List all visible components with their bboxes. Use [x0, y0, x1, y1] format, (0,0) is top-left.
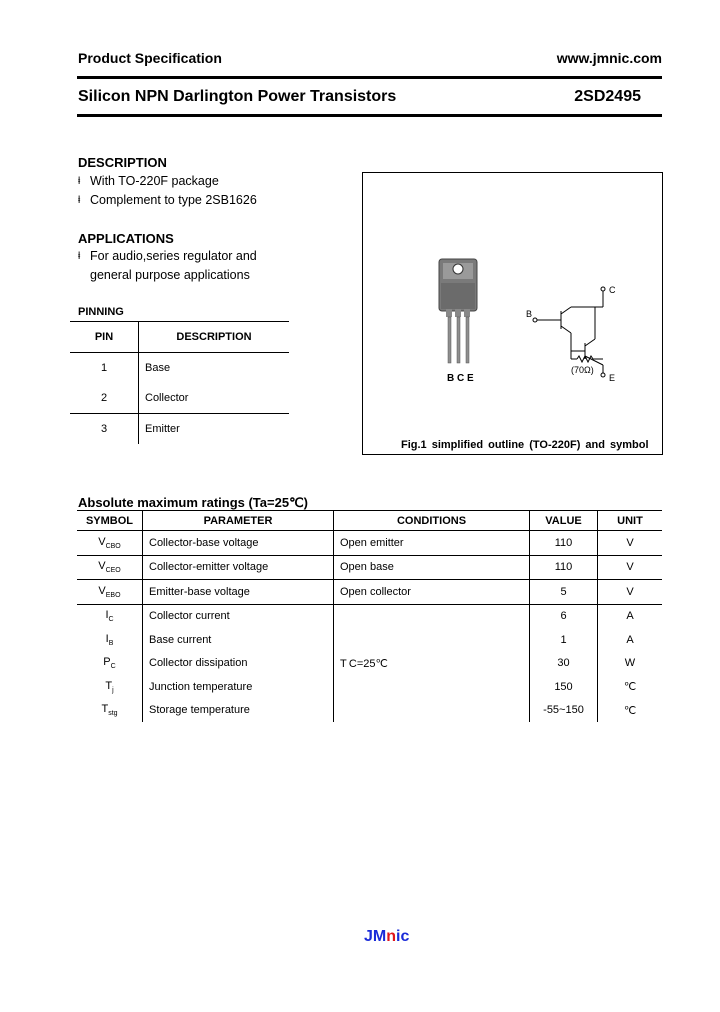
bullet-icon: ⱡ — [78, 176, 81, 187]
applications-heading: APPLICATIONS — [78, 231, 174, 246]
description-item — [78, 174, 219, 188]
pin-desc: Base — [145, 362, 171, 374]
value-cell: 110 — [530, 555, 598, 580]
table-row — [70, 383, 289, 414]
header-left: Product Specification — [78, 50, 222, 66]
symbol-subscript: CBO — [105, 542, 121, 550]
table-row — [77, 675, 662, 699]
unit-cell: V — [598, 531, 663, 556]
unit-cell: V — [598, 580, 663, 605]
symbol-subscript: j — [112, 686, 114, 694]
footer-logo-ic: ic — [396, 928, 410, 945]
symbol-cell — [77, 531, 143, 556]
value-cell: -55~150 — [530, 699, 598, 723]
table-row — [70, 414, 289, 445]
value-cell: 30 — [530, 652, 598, 676]
table-row — [77, 580, 662, 605]
parameter-cell: Emitter-base voltage — [143, 580, 334, 605]
value-cell: 6 — [530, 604, 598, 628]
parameter-cell: Base current — [143, 628, 334, 652]
symbol-cell — [77, 555, 143, 580]
title-rule — [77, 114, 662, 117]
header-url[interactable]: www.jmnic.com — [556, 50, 662, 66]
symbol-letter: V — [98, 560, 106, 573]
parameter-cell: Storage temperature — [143, 699, 334, 723]
symbol-cell — [77, 699, 143, 723]
bullet-icon: ⱡ — [78, 195, 81, 206]
conditions-cell — [334, 699, 530, 723]
top-rule — [77, 76, 662, 79]
parameter-col-header: PARAMETER — [143, 511, 334, 531]
symbol-letter: V — [98, 584, 106, 597]
pin-desc: Emitter — [145, 423, 180, 435]
table-row — [77, 531, 662, 556]
footer-logo-jm: JM — [364, 928, 387, 945]
table-row — [77, 652, 662, 676]
parameter-cell: Collector dissipation — [143, 652, 334, 676]
conditions-cell — [334, 604, 530, 628]
package-pin-labels: B C E — [447, 373, 474, 384]
conditions-cell — [334, 628, 530, 652]
package-outline-diagram — [363, 173, 662, 454]
parameter-cell: Collector-base voltage — [143, 531, 334, 556]
figure-caption: Fig.1 simplified outline (TO-220F) and symbol — [401, 439, 649, 451]
applications-line: general purpose applications — [90, 268, 250, 282]
value-cell: 150 — [530, 675, 598, 699]
table-row — [77, 555, 662, 580]
unit-cell: A — [598, 604, 663, 628]
ratings-title: Absolute maximum ratings (Ta=25℃) — [78, 495, 308, 510]
unit-cell: ℃ — [598, 675, 663, 699]
description-heading: DESCRIPTION — [78, 155, 167, 170]
table-row — [77, 604, 662, 628]
pin-number: 3 — [70, 414, 139, 445]
symbol-subscript: B — [108, 639, 114, 647]
symbol-cell — [77, 604, 143, 628]
pin-number: 2 — [70, 383, 139, 414]
pin-desc: Collector — [139, 383, 290, 414]
desc-col-header: DESCRIPTION — [139, 322, 290, 353]
description-item-text: With TO-220F package — [90, 174, 219, 188]
conditions-cell: Open collector — [334, 580, 530, 605]
symbol-b-label: B — [526, 309, 533, 319]
resistor-value-label: (70Ω) — [571, 365, 594, 375]
symbol-letter: I — [105, 632, 109, 645]
unit-cell: ℃ — [598, 699, 663, 723]
pinning-table — [70, 321, 289, 444]
page-title: Silicon NPN Darlington Power Transistors — [78, 88, 397, 105]
symbol-letter: P — [103, 656, 111, 669]
description-item-text: Complement to type 2SB1626 — [90, 193, 257, 207]
symbol-col-header: SYMBOL — [77, 511, 143, 531]
unit-cell: W — [598, 652, 663, 676]
symbol-letter: I — [105, 609, 109, 622]
symbol-subscript: stg — [108, 710, 118, 718]
pin-number: 1 — [70, 353, 139, 384]
description-item — [78, 193, 257, 207]
parameter-cell: Collector-emitter voltage — [143, 555, 334, 580]
conditions-cell: Open emitter — [334, 531, 530, 556]
darlington-symbol-icon — [533, 287, 605, 377]
table-row — [70, 353, 289, 384]
symbol-cell — [77, 652, 143, 676]
ratings-table — [77, 510, 662, 722]
symbol-subscript: C — [110, 663, 116, 671]
conditions-col-header: CONDITIONS — [334, 511, 530, 531]
symbol-letter: T — [101, 703, 109, 716]
symbol-c-label: C — [609, 285, 616, 295]
unit-cell: A — [598, 628, 663, 652]
figure-box — [362, 172, 663, 455]
bullet-icon: ⱡ — [78, 251, 81, 262]
table-row — [77, 699, 662, 723]
conditions-cell — [334, 675, 530, 699]
pinning-heading: PINNING — [78, 306, 124, 318]
footer-logo-n: n — [386, 928, 397, 945]
applications-item — [78, 249, 257, 263]
unit-col-header: UNIT — [598, 511, 663, 531]
conditions-cell: T C=25℃ — [334, 652, 530, 676]
symbol-cell — [77, 675, 143, 699]
symbol-e-label: E — [609, 373, 616, 383]
parameter-cell: Collector current — [143, 604, 334, 628]
symbol-cell — [77, 628, 143, 652]
to220f-package-icon — [439, 259, 477, 363]
symbol-cell — [77, 580, 143, 605]
conditions-cell: Open base — [334, 555, 530, 580]
pin-col-header: PIN — [70, 322, 139, 353]
footer-logo — [364, 928, 409, 946]
value-cell: 1 — [530, 628, 598, 652]
unit-cell: V — [598, 555, 663, 580]
symbol-subscript: CEO — [105, 567, 121, 575]
applications-line: For audio,series regulator and — [90, 249, 257, 263]
value-cell: 5 — [530, 580, 598, 605]
part-number: 2SD2495 — [574, 88, 641, 105]
value-cell: 110 — [530, 531, 598, 556]
symbol-letter: T — [105, 679, 113, 692]
symbol-subscript: EBO — [105, 591, 121, 599]
symbol-letter: V — [98, 535, 106, 548]
table-row — [77, 628, 662, 652]
value-col-header: VALUE — [530, 511, 598, 531]
parameter-cell: Junction temperature — [143, 675, 334, 699]
symbol-subscript: C — [108, 616, 114, 624]
